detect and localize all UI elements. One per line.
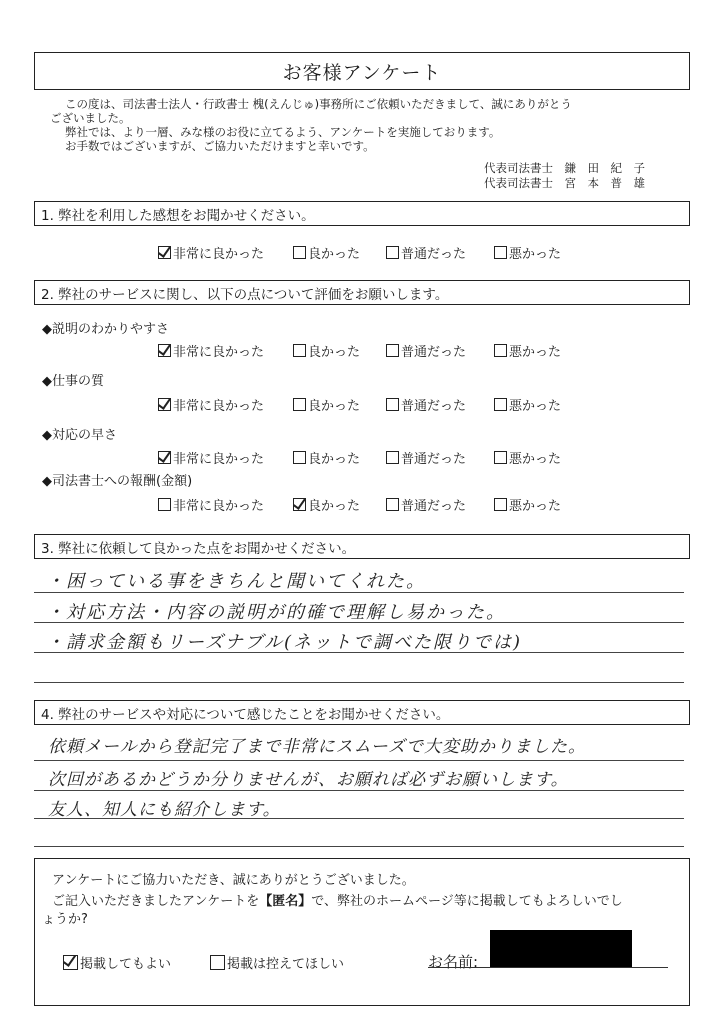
q2-quality-option-bad[interactable]	[494, 395, 561, 414]
q2-clarity-good-label: 良かった	[308, 345, 361, 360]
q2-speed-good-label: 良かった	[308, 452, 361, 467]
q2-clarity-normal-label: 普通だった	[401, 345, 467, 360]
q1-bad-checkbox[interactable]	[494, 246, 507, 259]
footer-question-end: ょうか?	[42, 912, 88, 927]
q2-header: 2. 弊社のサービスに関し、以下の点について評価をお願いします。	[34, 280, 690, 305]
q2-item-quality: ◆仕事の質	[42, 374, 104, 389]
q2-speed-option-good[interactable]	[293, 448, 360, 467]
q2-speed-normal-label: 普通だった	[401, 452, 467, 467]
redacted-name	[490, 930, 632, 968]
q4-rule-2	[34, 790, 684, 791]
q2-quality-very-good-checkbox[interactable]	[158, 398, 171, 411]
representative-2: 代表司法書士 宮 本 普 雄	[484, 176, 645, 190]
q1-very-good-label: 非常に良かった	[173, 247, 265, 262]
footer-thanks: アンケートにご協力いただき、誠にありがとうございました。	[52, 873, 415, 888]
q2-item-fee: ◆司法書士への報酬(金額)	[42, 474, 193, 489]
q2-item-clarity: ◆説明のわかりやすさ	[42, 322, 169, 337]
q2-quality-good-checkbox[interactable]	[293, 398, 306, 411]
q2-speed-option-bad[interactable]	[494, 448, 561, 467]
consent-no[interactable]	[210, 953, 344, 972]
representative-1: 代表司法書士 鎌 田 紀 子	[484, 161, 645, 175]
q1-option-good[interactable]	[293, 243, 360, 262]
q1-option-normal[interactable]	[386, 243, 466, 262]
intro-text	[50, 97, 690, 153]
q3-rule-1	[34, 592, 684, 593]
q2-clarity-very-good-checkbox[interactable]	[158, 344, 171, 357]
q2-quality-very-good-label: 非常に良かった	[173, 399, 265, 414]
intro-line-3: 弊社では、より一層、みな様のお役に立てるよう、アンケートを実施しております。	[65, 125, 501, 139]
survey-title: お客様アンケート	[34, 52, 690, 90]
q2-fee-option-very-good[interactable]	[158, 495, 264, 514]
q4-answer-3: 友人、知人にも紹介します。	[48, 800, 281, 820]
q2-speed-bad-checkbox[interactable]	[494, 451, 507, 464]
q2-speed-normal-checkbox[interactable]	[386, 451, 399, 464]
consent-no-checkbox[interactable]	[210, 955, 225, 970]
q2-quality-bad-checkbox[interactable]	[494, 398, 507, 411]
anonymous-label: 【匿名】	[259, 894, 312, 909]
consent-no-label: 掲載は控えてほしい	[227, 957, 345, 972]
q2-quality-option-good[interactable]	[293, 395, 360, 414]
q4-header: 4. 弊社のサービスや対応について感じたことをお聞かせください。	[34, 700, 690, 725]
q2-clarity-option-normal[interactable]	[386, 341, 466, 360]
q2-speed-good-checkbox[interactable]	[293, 451, 306, 464]
q2-clarity-very-good-label: 非常に良かった	[173, 345, 265, 360]
name-underline	[428, 967, 668, 968]
q2-quality-bad-label: 悪かった	[509, 399, 562, 414]
q3-header: 3. 弊社に依頼して良かった点をお聞かせください。	[34, 534, 690, 559]
q2-fee-good-checkbox[interactable]	[293, 498, 306, 511]
q4-rule-1	[34, 760, 684, 761]
q1-very-good-checkbox[interactable]	[158, 246, 171, 259]
q2-fee-bad-checkbox[interactable]	[494, 498, 507, 511]
q3-answer-3: ・請求金額もリーズナブル(ネットで調べた限りでは)	[46, 632, 523, 653]
q2-fee-normal-label: 普通だった	[401, 499, 467, 514]
q2-clarity-bad-checkbox[interactable]	[494, 344, 507, 357]
consent-yes-checkbox[interactable]	[63, 955, 78, 970]
q2-fee-option-bad[interactable]	[494, 495, 561, 514]
footer-question	[52, 890, 623, 909]
q4-answer-1: 依頼メールから登記完了まで非常にスムーズで大変助かりました。	[48, 737, 586, 757]
footer-question-a: ご記入いただきましたアンケートを	[52, 894, 260, 909]
q2-fee-normal-checkbox[interactable]	[386, 498, 399, 511]
q2-speed-very-good-checkbox[interactable]	[158, 451, 171, 464]
q1-option-bad[interactable]	[494, 243, 561, 262]
q2-item-speed: ◆対応の早さ	[42, 428, 117, 443]
q1-normal-label: 普通だった	[401, 247, 467, 262]
intro-line-2: ございました。	[50, 111, 131, 125]
q2-speed-bad-label: 悪かった	[509, 452, 562, 467]
q2-speed-very-good-label: 非常に良かった	[173, 452, 265, 467]
q4-rule-4	[34, 846, 684, 847]
q2-fee-good-label: 良かった	[308, 499, 361, 514]
q2-quality-normal-checkbox[interactable]	[386, 398, 399, 411]
q2-quality-option-normal[interactable]	[386, 395, 466, 414]
footer-question-c: で、弊社のホームページ等に掲載してもよろしいでし	[311, 894, 623, 909]
q2-clarity-normal-checkbox[interactable]	[386, 344, 399, 357]
q3-answer-2: ・対応方法・内容の説明が的確で理解し易かった。	[46, 602, 506, 623]
q3-rule-4	[34, 682, 684, 683]
q4-answer-2: 次回があるかどうか分りませんが、お願れば必ずお願いします。	[48, 770, 569, 790]
q2-clarity-option-very-good[interactable]	[158, 341, 264, 360]
q2-clarity-good-checkbox[interactable]	[293, 344, 306, 357]
q1-header: 1. 弊社を利用した感想をお聞かせください。	[34, 201, 690, 226]
consent-yes[interactable]	[63, 953, 171, 972]
q4-rule-3	[34, 818, 684, 819]
q2-fee-very-good-checkbox[interactable]	[158, 498, 171, 511]
q1-option-very-good[interactable]	[158, 243, 264, 262]
q2-quality-good-label: 良かった	[308, 399, 361, 414]
q2-fee-very-good-label: 非常に良かった	[173, 499, 265, 514]
q1-good-label: 良かった	[308, 247, 361, 262]
q2-clarity-option-bad[interactable]	[494, 341, 561, 360]
q2-quality-normal-label: 普通だった	[401, 399, 467, 414]
q1-good-checkbox[interactable]	[293, 246, 306, 259]
consent-yes-label: 掲載してもよい	[80, 957, 172, 972]
q3-answer-1: ・困っている事をきちんと聞いてくれた。	[46, 571, 426, 592]
q2-clarity-option-good[interactable]	[293, 341, 360, 360]
q2-fee-option-good[interactable]	[293, 495, 360, 514]
name-label: お名前:	[428, 953, 479, 971]
q3-rule-3	[34, 652, 684, 653]
q2-fee-option-normal[interactable]	[386, 495, 466, 514]
intro-line-1: この度は、司法書士法人・行政書士 槐(えんじゅ)事務所にご依頼いただきまして、誠にありがとう	[65, 97, 572, 111]
q3-rule-2	[34, 622, 684, 623]
intro-line-4: お手数ではございますが、ご協力いただけますと幸いです。	[65, 139, 375, 153]
q2-quality-option-very-good[interactable]	[158, 395, 264, 414]
q1-bad-label: 悪かった	[509, 247, 562, 262]
q2-speed-option-very-good[interactable]	[158, 448, 264, 467]
q2-fee-bad-label: 悪かった	[509, 499, 562, 514]
q2-clarity-bad-label: 悪かった	[509, 345, 562, 360]
q1-normal-checkbox[interactable]	[386, 246, 399, 259]
q2-speed-option-normal[interactable]	[386, 448, 466, 467]
